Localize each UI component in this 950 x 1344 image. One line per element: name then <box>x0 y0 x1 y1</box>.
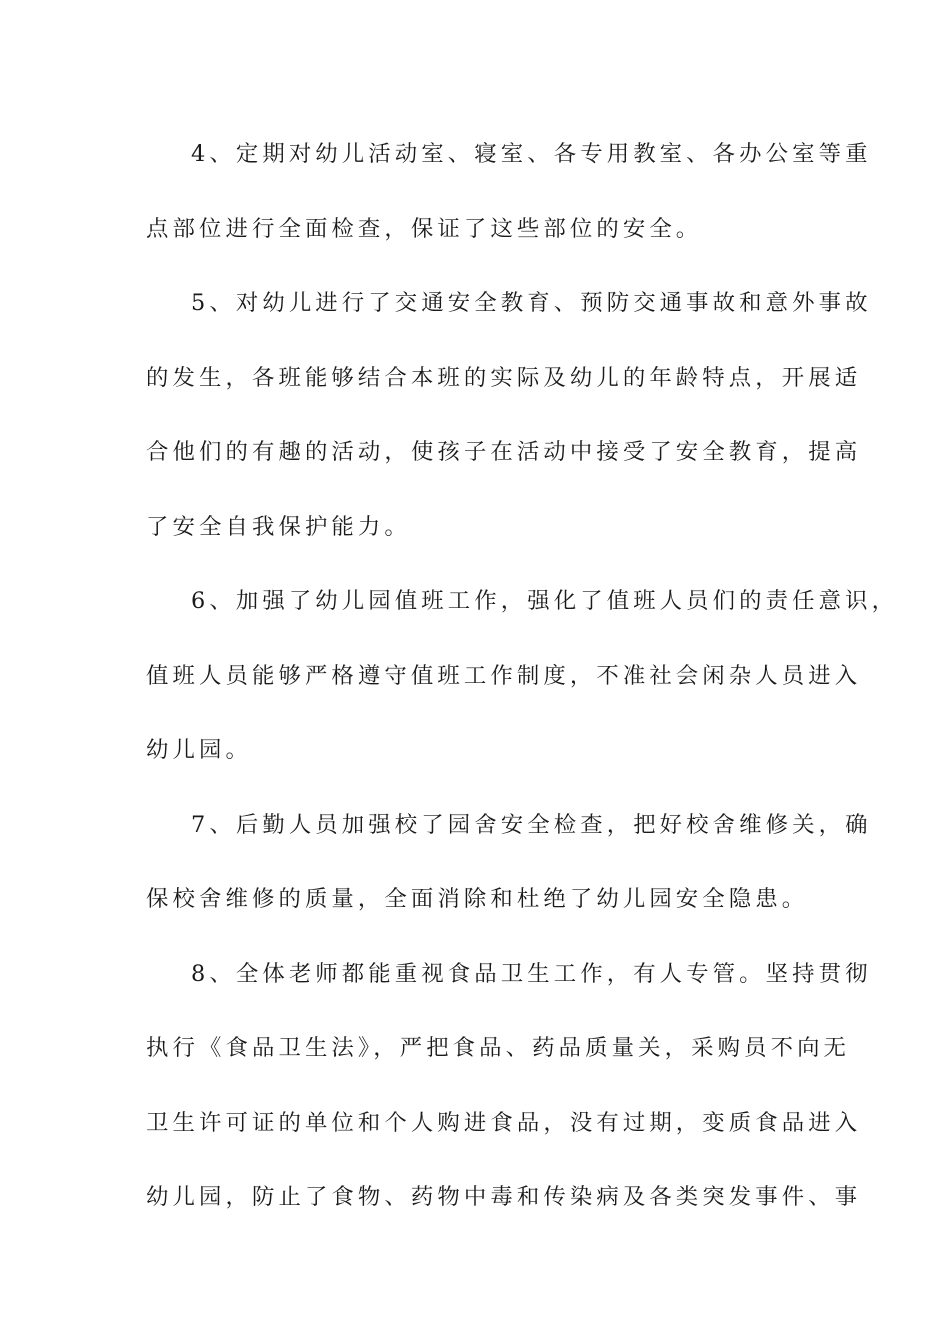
paragraph-4-line-2: 点部位进行全面检查，保证了这些部位的安全。 <box>146 215 703 242</box>
paragraph-6-line-3: 幼儿园。 <box>146 737 252 763</box>
paragraph-8-line-4: 幼儿园，防止了食物、药物中毒和传染病及各类突发事件、事 <box>146 1184 862 1210</box>
paragraph-8-line-2: 执行《食品卫生法》，严把食品、药品质量关，采购员不向无 <box>146 1035 851 1061</box>
paragraph-6-line-2: 值班人员能够严格遵守值班工作制度，不准社会闲杂人员进入 <box>146 662 862 689</box>
paragraph-6-line-1: 6、加强了幼儿园值班工作，强化了值班人员们的责任意识， <box>191 588 899 614</box>
paragraph-7-line-1: 7、后勤人员加强校了园舍安全检查，把好校舍维修关，确 <box>191 811 872 838</box>
paragraph-5-line-4: 了安全自我保护能力。 <box>146 513 411 540</box>
paragraph-5-line-1: 5、对幼儿进行了交通安全教育、预防交通事故和意外事故 <box>191 290 872 316</box>
paragraph-8-line-3: 卫生许可证的单位和个人购进食品，没有过期，变质食品进入 <box>146 1109 862 1136</box>
paragraph-5-line-2: 的发生，各班能够结合本班的实际及幼儿的年龄特点，开展适 <box>146 364 862 391</box>
paragraph-7-line-2: 保校舍维修的质量，全面消除和杜绝了幼儿园安全隐患。 <box>146 886 809 912</box>
paragraph-4-line-1: 4、定期对幼儿活动室、寝室、各专用教室、各办公室等重 <box>191 141 872 167</box>
paragraph-8-line-1: 8、全体老师都能重视食品卫生工作，有人专管。坚持贯彻 <box>191 960 872 987</box>
document-body <box>146 126 899 1244</box>
paragraph-5-line-3: 合他们的有趣的活动，使孩子在活动中接受了安全教育，提高 <box>146 439 862 465</box>
